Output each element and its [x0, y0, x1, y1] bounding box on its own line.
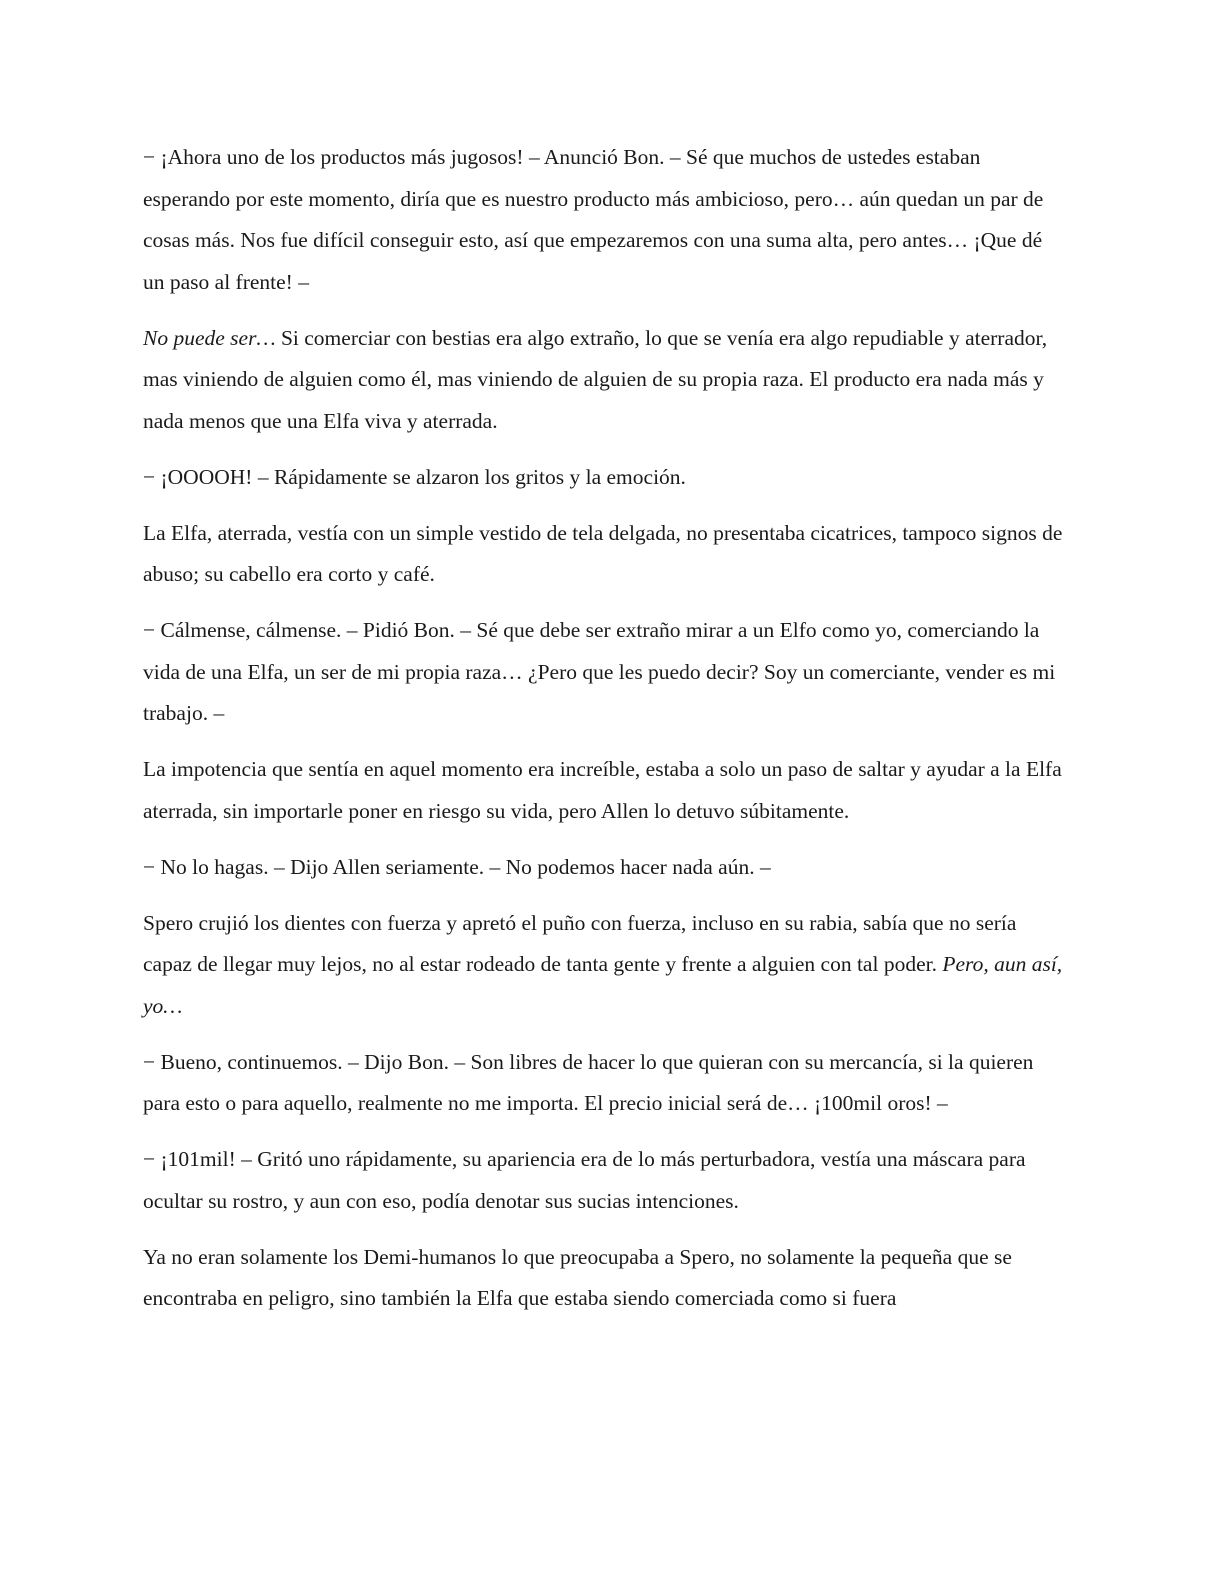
paragraph-italic-text: Pero, aun así, yo… [143, 952, 1063, 1018]
paragraph-text: − Bueno, continuemos. – Dijo Bon. – Son libres de hacer lo que quieran con su mercancía, si la quieren para esto o para aquello, realmente no me importa. El precio inicial será de… ¡100mil oros! – [143, 1049, 1034, 1115]
paragraph [143, 847, 1068, 889]
paragraph-text: − ¡101mil! – Gritó uno rápidamente, su apariencia era de lo más perturbadora, vestía una máscara para ocultar su rostro, y aun con eso, podía denotar sus sucias intenciones. [143, 1147, 1026, 1213]
paragraph-italic-text: No puede ser… [143, 325, 276, 350]
paragraph [143, 318, 1068, 443]
paragraph-text: La Elfa, aterrada, vestía con un simple vestido de tela delgada, no presentaba cicatrices, tampoco signos de abuso; su cabello era corto y café. [143, 520, 1063, 586]
paragraph [143, 457, 1068, 499]
paragraph-text: Spero crujió los dientes con fuerza y apretó el puño con fuerza, incluso en su rabia, sabía que no sería capaz de llegar muy lejos, no al estar rodeado de tanta gente y frente a alguien con tal poder. [143, 910, 1017, 976]
paragraph-text: − ¡Ahora uno de los productos más jugosos! – Anunció Bon. – Sé que muchos de ustedes estaban esperando por este momento, diría que es nuestro producto más ambicioso, pero… aún quedan un par de cosas más. Nos fue difícil conseguir esto, así que empezaremos con una suma alta, pero antes… ¡Que dé un paso al frente! – [143, 145, 1044, 294]
paragraph [143, 610, 1068, 735]
paragraph [143, 1042, 1068, 1125]
paragraph-text: − ¡OOOOH! – Rápidamente se alzaron los gritos y la emoción. [143, 464, 686, 489]
paragraph [143, 749, 1068, 832]
paragraph [143, 1237, 1068, 1320]
paragraph [143, 513, 1068, 596]
paragraph [143, 903, 1068, 1028]
document-body [143, 137, 1068, 1334]
paragraph-text: Si comerciar con bestias era algo extraño, lo que se venía era algo repudiable y aterrador, mas viniendo de alguien como él, mas viniendo de alguien de su propia raza. El producto era nada más y nada menos que una Elfa viva y aterrada. [143, 325, 1048, 433]
paragraph-text: Ya no eran solamente los Demi-humanos lo que preocupaba a Spero, no solamente la pequeña que se encontraba en peligro, sino también la Elfa que estaba siendo comerciada como si fuera [143, 1244, 1012, 1310]
paragraph-text: La impotencia que sentía en aquel momento era increíble, estaba a solo un paso de saltar y ayudar a la Elfa aterrada, sin importarle poner en riesgo su vida, pero Allen lo detuvo súbitamente. [143, 757, 1062, 823]
paragraph-text: − Cálmense, cálmense. – Pidió Bon. – Sé que debe ser extraño mirar a un Elfo como yo, comerciando la vida de una Elfa, un ser de mi propia raza… ¿Pero que les puedo decir? Soy un comerciante, vender es mi trabajo. – [143, 618, 1056, 725]
paragraph-text: − No lo hagas. – Dijo Allen seriamente. – No podemos hacer nada aún. – [143, 854, 771, 879]
paragraph [143, 1139, 1068, 1222]
paragraph [143, 137, 1068, 303]
